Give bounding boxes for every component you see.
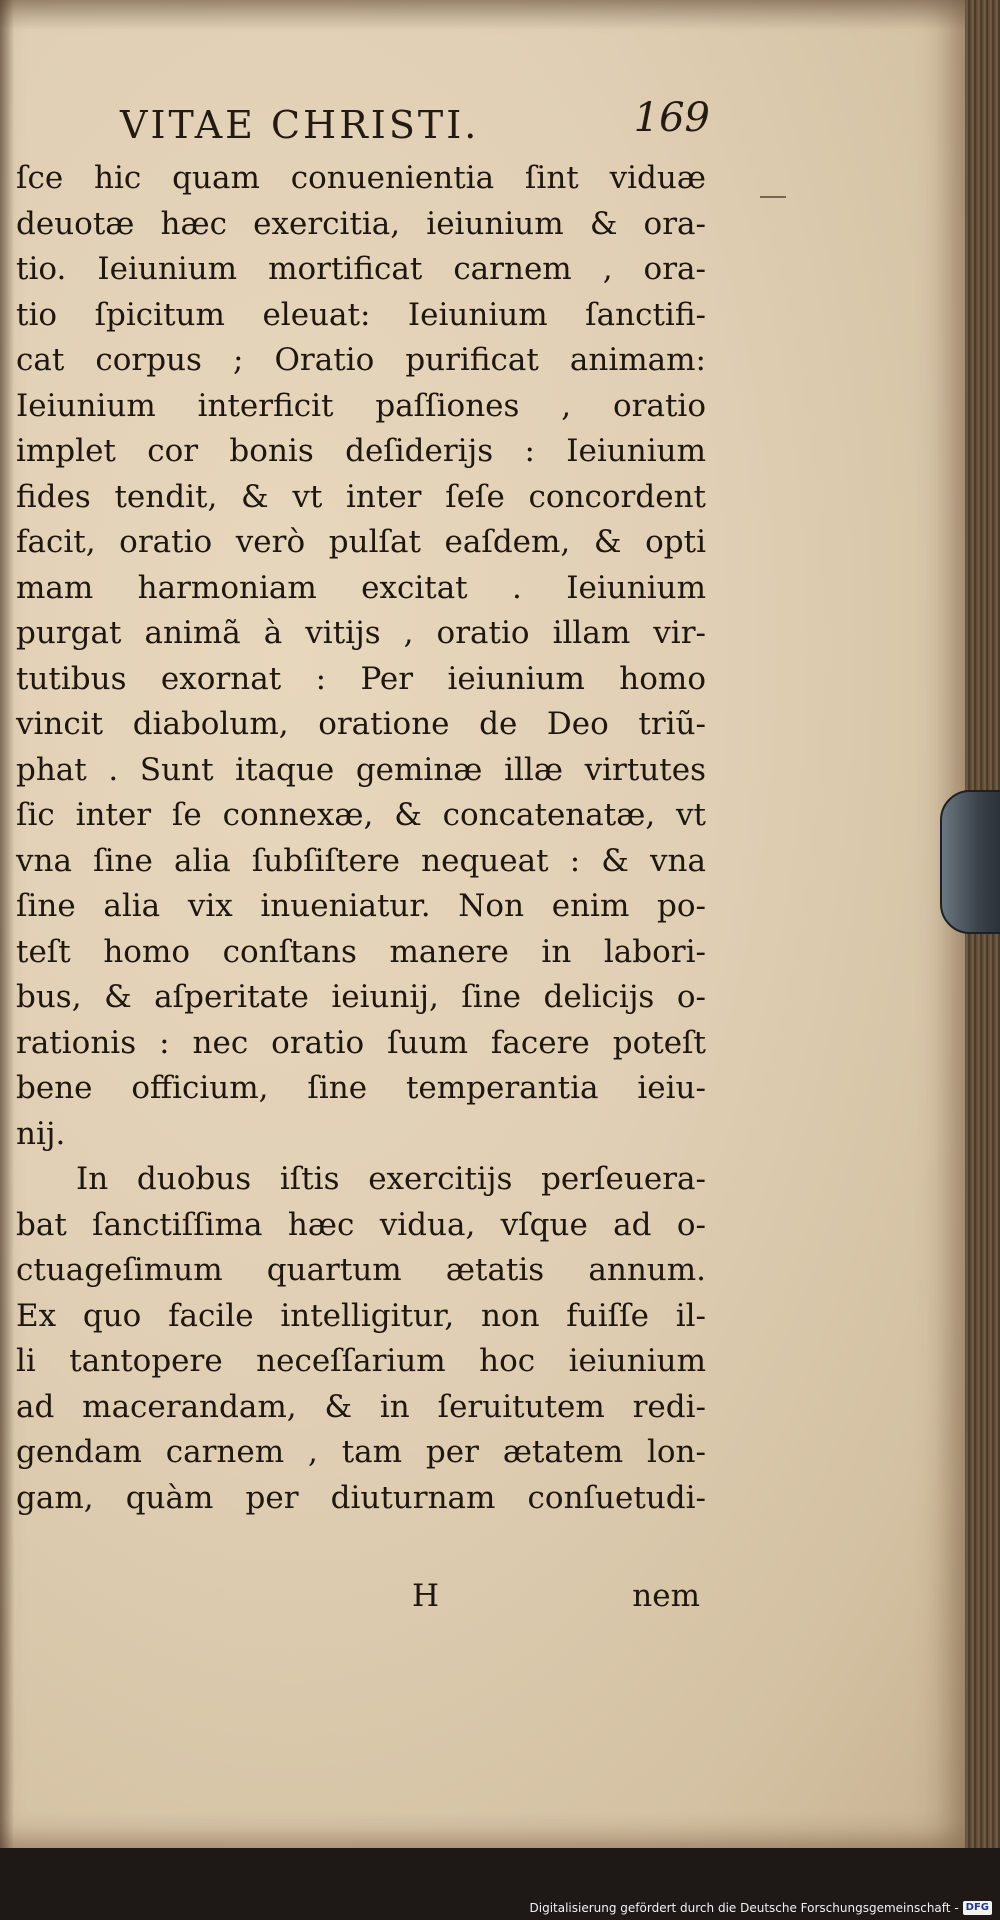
bookmark-clasp — [940, 790, 1000, 934]
text-line: facit, oratio verò pulſat eaſdem, & opti — [16, 524, 706, 560]
text-line: ad macerandam, & in ſeruitutem redi- — [16, 1388, 706, 1425]
text-line: mam harmoniam excitat . Ieiunium — [16, 569, 706, 606]
text-line: implet cor bonis deſiderijs : Ieiunium — [16, 433, 706, 469]
dfg-logo: DFG — [963, 1901, 992, 1915]
credit-text: Digitalisierung gefördert durch die Deutsche Forschungsgemeinschaft - — [529, 1901, 959, 1915]
text-line: Ex quo facile intelligitur, non fuiſſe il- — [16, 1297, 706, 1334]
text-line: Ieiunium interficit paſſiones , oratio — [16, 387, 706, 424]
text-line: vincit diabolum, oratione de Deo triũ- — [16, 706, 706, 742]
text-line: cat corpus ; Oratio purificat animam: — [16, 342, 706, 378]
running-head-title: VITAE CHRISTI. — [120, 103, 480, 147]
text-line: fides tendit, & vt inter ſeſe concordent — [16, 478, 706, 515]
paragraph-end-line: nij. — [16, 1115, 66, 1152]
text-line: bat ſanctiſſima hæc vidua, vſque ad o- — [16, 1206, 706, 1243]
text-line: rationis : nec oratio ſuum facere poteſt — [16, 1024, 706, 1061]
text-line: ſic inter ſe connexæ, & concatenatæ, vt — [16, 797, 706, 833]
text-line: vna ſine alia ſubſiſtere nequeat : & vna — [16, 842, 706, 879]
text-line: tio. Ieiunium mortificat carnem , ora- — [16, 251, 706, 287]
text-line: ſine alia vix inueniatur. Non enim po- — [16, 888, 706, 924]
paragraph-first-line: In duobus iſtis exercitijs perſeuera- — [76, 1161, 706, 1197]
margin-mark — [760, 196, 786, 198]
text-line: purgat animã à vitijs , oratio illam vir- — [16, 615, 706, 651]
text-line: ſce hic quam conuenientia ſint viduæ — [16, 160, 706, 196]
text-line: tio ſpicitum eleuat: Ieiunium ſanctifi- — [16, 296, 706, 333]
catchword: nem — [632, 1578, 700, 1614]
text-line: bene officium, ſine temperantia ieiu- — [16, 1070, 706, 1106]
page-foot — [16, 1578, 700, 1624]
top-edge-shadow — [0, 0, 965, 30]
text-line: teſt homo conſtans manere in labori- — [16, 933, 706, 970]
page-number: 169 — [633, 95, 710, 141]
text-line: deuotæ hæc exercitia, ieiunium & ora- — [16, 205, 706, 242]
digitization-credit — [530, 1897, 993, 1919]
text-line: phat . Sunt itaque geminæ illæ virtutes — [16, 751, 706, 788]
body-text — [16, 156, 706, 1521]
running-head — [120, 95, 710, 155]
text-line: bus, & aſperitate ieiunij, ſine delicijs o- — [16, 979, 706, 1015]
text-line: tutibus exornat : Per ieiunium homo — [16, 660, 706, 697]
text-line: gendam carnem , tam per ætatem lon- — [16, 1434, 706, 1470]
signature-mark: H — [412, 1578, 440, 1614]
text-line: ctuageſimum quartum ætatis annum. — [16, 1252, 706, 1288]
text-line: li tantopere neceſſarium hoc ieiunium — [16, 1343, 706, 1379]
gutter-shadow — [0, 0, 14, 1848]
text-line: gam, quàm per diuturnam conſuetudi- — [16, 1479, 706, 1516]
